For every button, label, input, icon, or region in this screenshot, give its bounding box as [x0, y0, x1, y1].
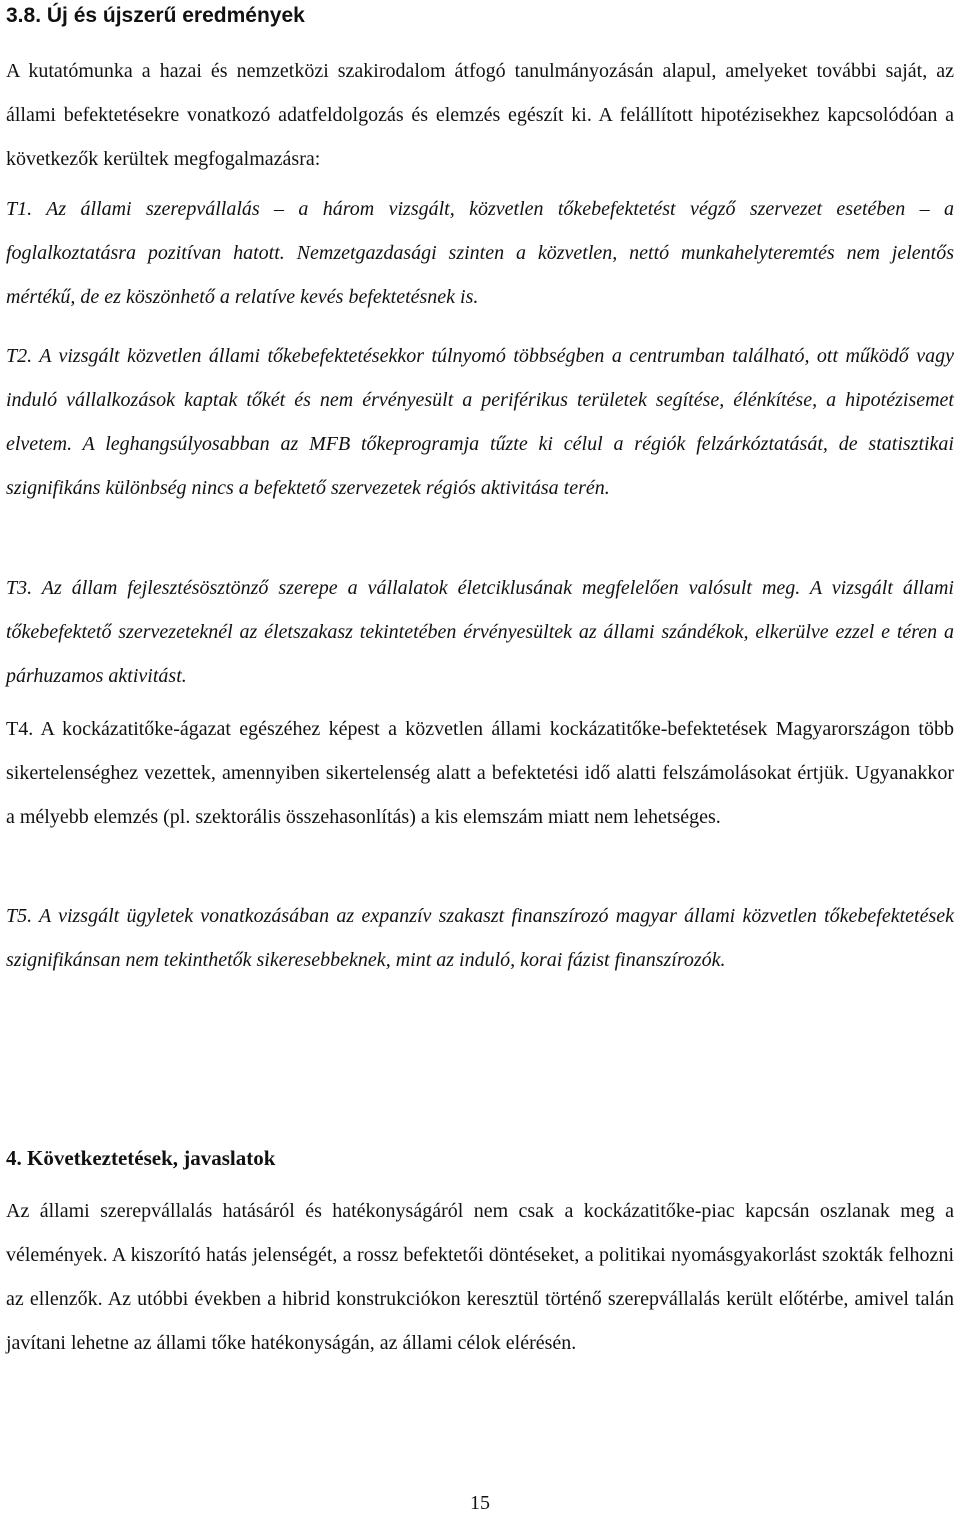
page-number: 15 — [470, 1492, 490, 1514]
section-heading-new-results: 3.8. Új és újszerű eredmények — [6, 4, 305, 27]
finding-t4: T4. A kockázatitőke-ágazat egészéhez képest a közvetlen állami kockázatitőke-befektetések Magyarországon több sikertelenséghez vezettek, amennyiben sikertelenség alatt a befektetési idő alatti felszámolásokat értjük. Ugyanakkor a mélyebb elemzés (pl. szektorális összehasonlítás) a kis elemszám miatt nem lehetséges. — [6, 718, 954, 828]
finding-t3: T3. Az állam fejlesztésösztönző szerepe a vállalatok életciklusának megfelelően valósult meg. A vizsgált állami tőkebefektető szervezeteknél az életszakasz tekintetében érvényesültek az állami szándékok, elkerülve ezzel e téren a párhuzamos aktivitást. — [6, 577, 954, 687]
conclusions-paragraph: Az állami szerepvállalás hatásáról és hatékonyságáról nem csak a kockázatitőke-piac kapcsán oszlanak meg a vélemények. A kiszorító hatás jelenségét, a rossz befektetői döntéseket, a politikai nyomásgyakorlást szokták felhozni az ellenzők. Az utóbbi években a hibrid konstrukciókon keresztül történő szerepvállalás került előtérbe, amivel talán javítani lehetne az állami tőke hatékonyságán, az állami célok elérésén. — [6, 1200, 954, 1354]
finding-t1 — [6, 187, 954, 319]
finding-t2: T2. A vizsgált közvetlen állami tőkebefektetésekkor túlnyomó többségben a centrumban található, ott működő vagy induló vállalkozások kaptak tőkét és nem érvényesült a periférikus területek segítése, élénkítése, a hipotézisemet elvetem. A leghangsúlyosabban az MFB tőkeprogramja tűzte ki célul a régiók felzárkóztatását, de statisztikai szignifikáns különbség nincs a befektető szervezetek régiós aktivitása terén. — [6, 345, 954, 499]
finding-t5: T5. A vizsgált ügyletek vonatkozásában az expanzív szakaszt finanszírozó magyar állami közvetlen tőkebefektetések szignifikánsan nem tekinthetők sikeresebbeknek, mint az induló, korai fázist finanszírozók. — [6, 905, 954, 971]
finding-t1-text-a: T1. Az állami szerepvállalás – a három vizsgált, közvetlen tőkebefektetést végző szervezet esetében – a foglalkoztatásra pozitívan hatott. Nemzetgazdasági szinten a közvetlen, nettó munka — [6, 198, 954, 264]
section-heading-conclusions: 4. Következtetések, javaslatok — [6, 1146, 276, 1170]
intro-paragraph: A kutatómunka a hazai és nemzetközi szakirodalom átfogó tanulmányozásán alapul, amelyeket további saját, az állami befektetésekre vonatkozó adatfeldolgozás és elemzés egészít ki. A felállított hipotézisekhez kapcsolódóan a következők kerültek megfogalmazásra: — [6, 60, 954, 170]
finding-t1-text-b: helyteremtés nem jelentős mértékű, de ez köszönhető a relatíve kevés befektetésnek is. — [6, 242, 954, 308]
